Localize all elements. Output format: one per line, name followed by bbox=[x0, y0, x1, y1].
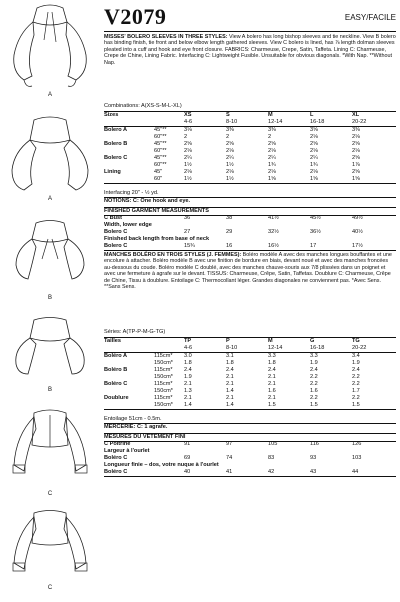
yardage-value: 1⅝ bbox=[268, 176, 310, 184]
fabric-width: 60"** bbox=[154, 148, 167, 154]
yardage-row bbox=[104, 367, 396, 374]
size-code: S bbox=[226, 112, 268, 120]
yardage-value: 1⅝ bbox=[352, 176, 396, 184]
yardage-value: 2¼ bbox=[268, 155, 276, 161]
garment-label bbox=[104, 388, 154, 395]
sketch-view-c-back bbox=[4, 505, 96, 597]
bust-label: C Poitrine bbox=[104, 441, 131, 447]
width-value: 36½ bbox=[310, 229, 321, 235]
yardage-value: 2.4 bbox=[352, 367, 360, 373]
width-c-label: Boléro C bbox=[104, 455, 128, 461]
yardage-value: 1.5 bbox=[310, 402, 352, 410]
header bbox=[104, 4, 396, 30]
yardage-value: 1½ bbox=[184, 176, 226, 184]
yardage-value: 2⅛ bbox=[310, 148, 318, 154]
sizes-label: Sizes bbox=[104, 112, 154, 120]
bolero-c-back-drawing bbox=[4, 505, 96, 597]
size-header-row bbox=[104, 338, 396, 346]
bust-value: 116 bbox=[310, 441, 319, 447]
width-value: 103 bbox=[352, 455, 362, 461]
length-value: 15¾ bbox=[184, 243, 226, 251]
size-num: 20-22 bbox=[352, 119, 396, 127]
yardage-value: 1.9 bbox=[310, 360, 318, 366]
fabric-width: 45"** bbox=[154, 141, 167, 147]
garment-label: Doublure bbox=[104, 395, 129, 401]
yardage-value: 2.1 bbox=[268, 374, 276, 380]
english-finished-title: FINISHED GARMENT MEASUREMENTS bbox=[104, 207, 396, 216]
size-code: TG bbox=[352, 338, 396, 346]
sketch-view-c-front bbox=[4, 405, 96, 500]
yardage-value: 2.1 bbox=[226, 381, 234, 387]
size-code: XL bbox=[352, 112, 396, 120]
yardage-value: 2 bbox=[268, 134, 272, 140]
french-description-body: Boléro modèle A avec des manches longues bouffantes et une encolure à attacher. Boléro modèle B avec une finition de bordure en biais, devant noué et avec des manches froncées au-dessous du coude. Boléro modèle C doublé, avec des manches chauve-souris aux 7/8 plissées dans un poignet et avec une fermeture à agrafe sur le devant. TISSUS: Charmeuse, Crêpe, Satin, Taffetas. Doublure C: Charmeuse, Crêpe de Chine, Tissu à doublure. Entoilage C: Thermocollant léger. Grandes diagonales ne conviennent pas. *Avec Sens. **Sans Sens. bbox=[104, 252, 392, 291]
garment-label: Bolero C bbox=[104, 155, 128, 161]
yardage-value: 1.3 bbox=[184, 388, 192, 394]
sketch-view-a-front bbox=[4, 0, 96, 100]
garment-label bbox=[104, 360, 154, 367]
english-yardage-table bbox=[104, 111, 396, 184]
yardage-value: 1.8 bbox=[268, 360, 276, 366]
size-num: 4-6 bbox=[184, 119, 226, 127]
yardage-value: 3⅜ bbox=[352, 127, 360, 133]
size-code: XS bbox=[184, 112, 226, 120]
bust-label: C Bust bbox=[104, 215, 123, 221]
width-row bbox=[104, 229, 396, 236]
width-value: 83 bbox=[268, 455, 275, 461]
length-title-row bbox=[104, 462, 396, 469]
yardage-value: 1.7 bbox=[352, 388, 360, 394]
fabric-width: 115cm* bbox=[154, 395, 173, 401]
yardage-value: 1⅝ bbox=[310, 176, 352, 184]
yardage-value: 3.3 bbox=[310, 353, 318, 359]
yardage-row bbox=[104, 353, 396, 361]
size-num: 20-22 bbox=[352, 345, 396, 353]
yardage-value: 2⅛ bbox=[226, 148, 234, 154]
yardage-value: 2⅛ bbox=[184, 169, 192, 175]
fabric-width: 60" bbox=[154, 176, 184, 184]
length-value: 16½ bbox=[268, 243, 310, 251]
yardage-value: 2⅝ bbox=[352, 155, 360, 161]
yardage-value: 2.1 bbox=[226, 374, 234, 380]
french-finished-title: MESURES DU VÊTEMENT FINI bbox=[104, 433, 396, 442]
yardage-value: 1½ bbox=[184, 162, 192, 168]
garment-label bbox=[104, 134, 154, 141]
yardage-row bbox=[104, 134, 396, 141]
yardage-value: 2⅝ bbox=[352, 169, 360, 175]
yardage-value: 3⅜ bbox=[268, 127, 276, 133]
garment-label bbox=[104, 402, 154, 410]
sketch-label: C bbox=[47, 491, 53, 497]
yardage-row bbox=[104, 374, 396, 381]
length-value: 17 bbox=[310, 243, 352, 251]
yardage-value: 2⅛ bbox=[268, 169, 276, 175]
yardage-value: 2.1 bbox=[184, 381, 192, 387]
yardage-value: 2.1 bbox=[268, 395, 276, 401]
bust-row bbox=[104, 441, 396, 448]
yardage-value: 2.4 bbox=[310, 367, 318, 373]
yardage-value: 2¼ bbox=[310, 155, 318, 161]
yardage-value: 1¾ bbox=[268, 162, 276, 168]
garment-label bbox=[104, 148, 154, 155]
garment-label: Bolero A bbox=[104, 127, 128, 133]
mercerie-line: MERCERIE: C: 1 agrafe. bbox=[104, 424, 168, 430]
yardage-row bbox=[104, 162, 396, 169]
yardage-row bbox=[104, 127, 396, 135]
sketch-view-b-front bbox=[4, 215, 96, 305]
yardage-row bbox=[104, 395, 396, 402]
yardage-value: 2.4 bbox=[184, 367, 192, 373]
yardage-value: 2.1 bbox=[226, 395, 234, 401]
yardage-value: 2.2 bbox=[310, 381, 318, 387]
yardage-value: 1.8 bbox=[184, 360, 192, 366]
header-rule bbox=[104, 31, 396, 32]
yardage-row bbox=[104, 169, 396, 176]
fabric-width: 150cm* bbox=[154, 402, 184, 410]
yardage-row bbox=[104, 148, 396, 155]
fabric-width: 150cm* bbox=[154, 374, 173, 380]
width-label: Width, lower edge bbox=[104, 222, 152, 228]
yardage-row bbox=[104, 360, 396, 367]
bust-value: 45½ bbox=[310, 215, 321, 221]
english-description-body: View A bolero has long bishop sleeves and tie neckline. View B bolero has binding finish, tie front and below elbow length gathered sleeves. View C bolero is lined, has ⅞ length dolman sleeves pleated into a cuff and hook and eye front closure. FABRICS: Charmeuse, Crepe, Satin, Taffeta. Lining C: Charmeuse, Crepe de Chine, Lining Fabric. Interfacing C: Lightweight Fusible. Unsuitable for obvious diagonals. *With Nap. **Without Nap. bbox=[104, 34, 396, 66]
fabric-width: 150cm* bbox=[154, 360, 173, 366]
yardage-value: 2.2 bbox=[352, 395, 360, 401]
length-value: 42 bbox=[268, 469, 310, 477]
size-number-row bbox=[104, 345, 396, 353]
size-code: L bbox=[310, 112, 352, 120]
yardage-row bbox=[104, 155, 396, 162]
size-header-row bbox=[104, 112, 396, 120]
width-value: 27 bbox=[184, 229, 191, 235]
size-num: 4-6 bbox=[184, 345, 226, 353]
yardage-value: 1¾ bbox=[310, 162, 318, 168]
garment-label: Boléro C bbox=[104, 381, 128, 387]
fabric-width: 60"** bbox=[154, 162, 167, 168]
difficulty-level: EASY/FACILE bbox=[344, 13, 396, 22]
yardage-value: 2⅛ bbox=[310, 134, 318, 140]
yardage-value: 1.5 bbox=[352, 402, 396, 410]
bolero-b-back-drawing bbox=[4, 312, 96, 397]
width-c-label: Bolero C bbox=[104, 229, 128, 235]
yardage-value: 2⅛ bbox=[310, 169, 318, 175]
width-value: 32½ bbox=[268, 229, 279, 235]
text-column bbox=[104, 0, 396, 600]
length-title-row bbox=[104, 236, 396, 243]
sketch-label: B bbox=[47, 387, 52, 393]
entoilage-line: Entoilage 51cm - 0.5m. bbox=[104, 416, 162, 422]
yardage-value: 1.6 bbox=[310, 388, 318, 394]
length-c-label: Boléro C bbox=[104, 469, 184, 477]
size-num: 8-10 bbox=[226, 119, 268, 127]
yardage-value: 1½ bbox=[226, 162, 234, 168]
yardage-value: 2¼ bbox=[184, 155, 192, 161]
bolero-b-front-drawing bbox=[4, 215, 96, 305]
fabric-width: 45"** bbox=[154, 127, 167, 133]
yardage-value: 2.2 bbox=[310, 395, 318, 401]
yardage-value: 2⅝ bbox=[268, 141, 276, 147]
bolero-c-front-drawing bbox=[4, 405, 96, 500]
size-num: 8-10 bbox=[226, 345, 268, 353]
size-num: 12-14 bbox=[268, 345, 310, 353]
fabric-width: 115cm* bbox=[154, 367, 173, 373]
sketch-view-b-back bbox=[4, 312, 96, 397]
sketch-label: C bbox=[47, 585, 53, 591]
bust-value: 49½ bbox=[352, 215, 363, 221]
yardage-value: 2.2 bbox=[352, 374, 360, 380]
yardage-value: 1.6 bbox=[268, 388, 276, 394]
english-description-title: MISSES' BOLERO SLEEVES IN THREE STYLES: bbox=[104, 34, 228, 40]
bust-value: 105 bbox=[268, 441, 278, 447]
length-value: 41 bbox=[226, 469, 268, 477]
yardage-value: 3.4 bbox=[352, 353, 360, 359]
size-num: 16-18 bbox=[310, 119, 352, 127]
combinations: Combinations: A(XS-S-M-L-XL) bbox=[104, 103, 182, 109]
yardage-value: 2.4 bbox=[226, 367, 234, 373]
sketch-view-a-back bbox=[4, 110, 96, 205]
length-value: 43 bbox=[310, 469, 352, 477]
yardage-value: 2⅛ bbox=[226, 169, 234, 175]
fabric-width: 115cm* bbox=[154, 353, 173, 359]
bust-value: 38 bbox=[226, 215, 233, 221]
size-code: G bbox=[310, 338, 352, 346]
yardage-row bbox=[104, 141, 396, 148]
yardage-row bbox=[104, 176, 396, 184]
yardage-value: 3⅛ bbox=[184, 127, 192, 133]
bust-row bbox=[104, 215, 396, 222]
yardage-value: 1½ bbox=[226, 176, 268, 184]
width-value: 93 bbox=[310, 455, 317, 461]
width-value: 74 bbox=[226, 455, 233, 461]
size-num: 16-18 bbox=[310, 345, 352, 353]
yardage-value: 1.5 bbox=[268, 402, 310, 410]
english-description bbox=[104, 34, 396, 66]
bust-value: 97 bbox=[226, 441, 233, 447]
yardage-value: 2⅝ bbox=[310, 141, 318, 147]
yardage-value: 2.2 bbox=[310, 374, 318, 380]
sketch-label: A bbox=[47, 196, 52, 202]
length-value: 17½ bbox=[352, 243, 396, 251]
yardage-row bbox=[104, 388, 396, 395]
size-code: TP bbox=[184, 338, 226, 346]
garment-label: Bolero B bbox=[104, 141, 128, 147]
yardage-value: 2⅝ bbox=[184, 141, 192, 147]
yardage-value: 2.1 bbox=[268, 381, 276, 387]
yardage-value: 2.4 bbox=[268, 367, 276, 373]
width-value: 29 bbox=[226, 229, 233, 235]
fabric-width: 60"** bbox=[154, 134, 167, 140]
garment-label: Lining bbox=[104, 169, 121, 175]
bolero-a-front-drawing bbox=[4, 0, 96, 100]
sketch-column bbox=[0, 0, 100, 600]
yardage-value: 3⅜ bbox=[226, 127, 234, 133]
fabric-width: 115cm* bbox=[154, 381, 173, 387]
fabric-width: 150cm* bbox=[154, 388, 173, 394]
yardage-value: 1.4 bbox=[226, 388, 234, 394]
fabric-width: 45" bbox=[154, 169, 163, 175]
bolero-a-back-drawing bbox=[4, 110, 96, 205]
english-measurements-table bbox=[104, 215, 396, 251]
size-code: M bbox=[268, 338, 310, 346]
bust-value: 36 bbox=[184, 215, 191, 221]
french-yardage-table bbox=[104, 337, 396, 410]
yardage-value: 2⅛ bbox=[184, 148, 192, 154]
width-row bbox=[104, 455, 396, 462]
pattern-number: V2079 bbox=[104, 4, 167, 29]
yardage-value: 2⅛ bbox=[352, 134, 360, 140]
french-description-title: MANCHES BOLÉRO EN TROIS STYLES (J. FEMMES): bbox=[104, 252, 242, 258]
length-value: 16 bbox=[226, 243, 268, 251]
yardage-value: 3.3 bbox=[268, 353, 276, 359]
garment-label bbox=[104, 176, 154, 184]
yardage-value: 3.0 bbox=[184, 353, 192, 359]
width-label: Largeur à l'ourlet bbox=[104, 448, 150, 454]
yardage-value: 1⅞ bbox=[352, 162, 360, 168]
yardage-value: 2⅛ bbox=[268, 148, 276, 154]
width-title-row bbox=[104, 448, 396, 455]
yardage-value: 3.1 bbox=[226, 353, 234, 359]
series: Séries: A(TP-P-M-G-TG) bbox=[104, 329, 166, 335]
bust-value: 91 bbox=[184, 441, 191, 447]
yardage-value: 2 bbox=[184, 134, 188, 140]
bust-value: 41½ bbox=[268, 215, 279, 221]
yardage-value: 3⅝ bbox=[310, 127, 318, 133]
width-value: 69 bbox=[184, 455, 191, 461]
sketch-label: B bbox=[47, 295, 52, 301]
length-value: 40 bbox=[184, 469, 226, 477]
yardage-value: 2⅝ bbox=[352, 141, 360, 147]
french-measurements-table bbox=[104, 441, 396, 477]
width-title-row bbox=[104, 222, 396, 229]
length-row bbox=[104, 243, 396, 251]
yardage-value: 1.4 bbox=[184, 402, 226, 410]
yardage-value: 2⅝ bbox=[226, 141, 234, 147]
fabric-width: 45"** bbox=[154, 155, 167, 161]
bust-value: 126 bbox=[352, 441, 362, 447]
french-description bbox=[104, 252, 396, 290]
size-number-row bbox=[104, 119, 396, 127]
garment-label bbox=[104, 162, 154, 169]
length-label: Finished back length from base of neck bbox=[104, 236, 210, 242]
size-code: P bbox=[226, 338, 268, 346]
width-value: 40½ bbox=[352, 229, 363, 235]
length-c-label: Bolero C bbox=[104, 243, 184, 251]
interfacing-line: Interfacing 20" - ½ yd. bbox=[104, 190, 159, 196]
length-value: 44 bbox=[352, 469, 396, 477]
yardage-value: 2¼ bbox=[226, 155, 234, 161]
length-row bbox=[104, 469, 396, 477]
yardage-value: 1.9 bbox=[352, 360, 360, 366]
yardage-row bbox=[104, 381, 396, 388]
size-code: M bbox=[268, 112, 310, 120]
yardage-value: 1.9 bbox=[184, 374, 192, 380]
yardage-value: 2.2 bbox=[352, 381, 360, 387]
garment-label bbox=[104, 374, 154, 381]
notions-line: NOTIONS: C: One hook and eye. bbox=[104, 198, 191, 204]
yardage-value: 2.1 bbox=[184, 395, 192, 401]
length-label: Longueur finie – dos, votre nuque à l'ourlet bbox=[104, 462, 219, 468]
garment-label: Boléro A bbox=[104, 353, 128, 359]
sizes-label: Tailles bbox=[104, 338, 154, 346]
sketch-label: A bbox=[47, 92, 52, 98]
garment-label: Boléro B bbox=[104, 367, 128, 373]
yardage-value: 2⅛ bbox=[352, 148, 360, 154]
yardage-value: 1.4 bbox=[226, 402, 268, 410]
yardage-value: 1.8 bbox=[226, 360, 234, 366]
yardage-row bbox=[104, 402, 396, 410]
size-num: 12-14 bbox=[268, 119, 310, 127]
yardage-value: 2 bbox=[226, 134, 230, 140]
